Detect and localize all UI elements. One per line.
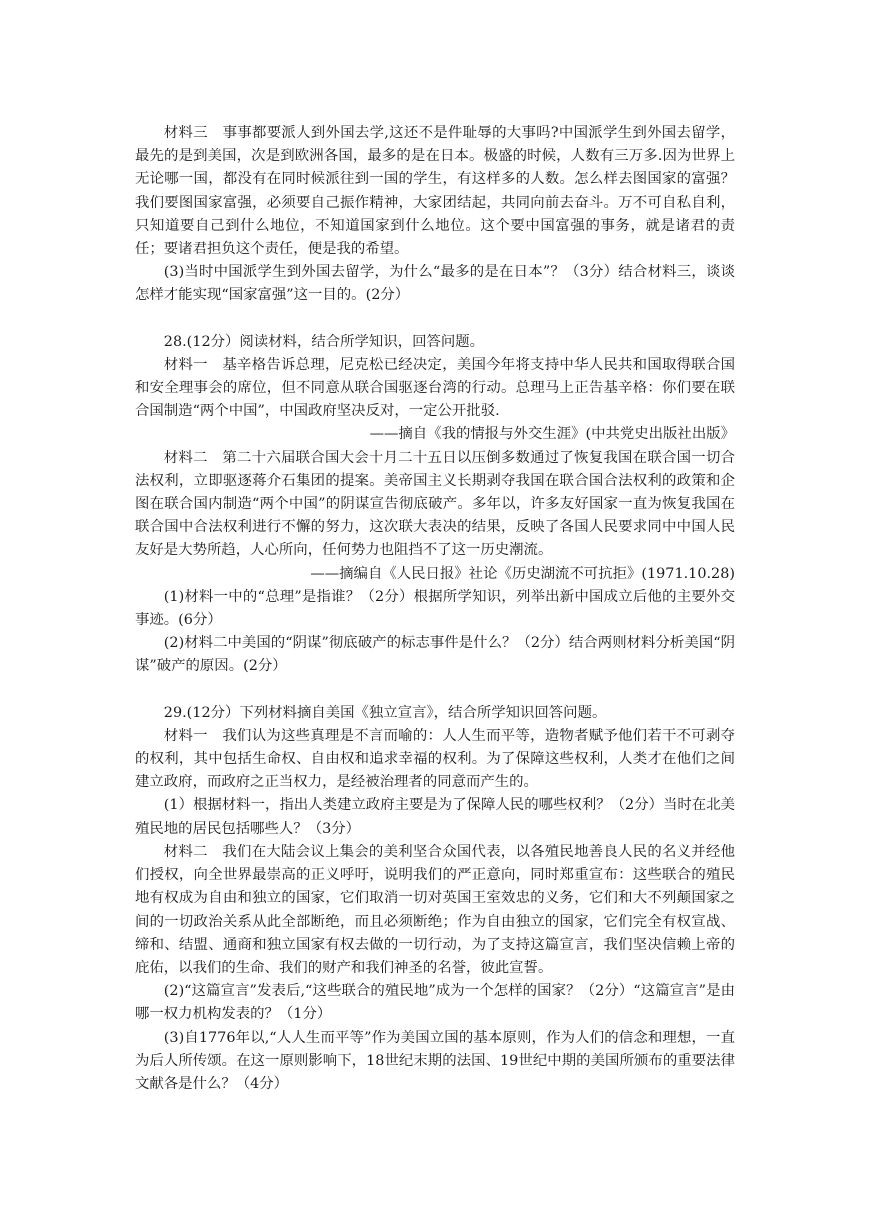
q29-question2: (2)“这篇宣言”发表后,“这些联合的殖民地”成为一个怎样的国家？（2分）“这篇宣言”是由哪一权力机构发表的？（1分） xyxy=(135,983,735,1023)
section-gap xyxy=(135,308,735,331)
exam-page xyxy=(135,122,735,1096)
q28-material1: 材料一 基辛格告诉总理，尼克松已经决定，美国今年将支持中华人民共和国取得联合国和安全理事会的席位，但不同意从联合国驱逐台湾的行动。总理马上正告基辛格：你们要在联合国制造“两个中国”，中国政府坚决反对，一定公开批驳. xyxy=(135,356,735,420)
q29-material1: 材料一 我们认为这些真理是不言而喻的：人人生而平等，造物者赋予他们若干不可剥夺的权利，其中包括生命权、自由权和追求幸福的权利。为了保障这些权利，人类才在他们之间建立政府，而政府之正当权力，是经被治理者的同意而产生的。 xyxy=(135,727,735,791)
q28-material2: 材料二 第二十六届联合国大会十月二十五日以压倒多数通过了恢复我国在联合国一切合法权利，立即驱逐蒋介石集团的提案。美帝国主义长期剥夺我国在联合国合法权利的政策和企图在联合国内制造“两个中国”的阴谋宣告彻底破产。多年以，许多友好国家一直为恢复我国在联合国中合法权利进行不懈的努力，这次联大表决的结果，反映了各国人民要求同中中国人民友好是大势所趋，人心所向，任何势力也阻挡不了这一历史潮流。 xyxy=(135,449,735,559)
q29-material2: 材料二 我们在大陆会议上集会的美利坚合众国代表，以各殖民地善良人民的名义并经他们授权，向全世界最崇高的正义呼吁，说明我们的严正意向，同时郑重宣布：这些联合的殖民地有权成为自由和独立的国家，它们取消一切对英国王室效忠的义务，它们和大不列颠国家之间的一切政治关系从此全部断绝，而且必须断绝；作为自由独立的国家，它们完全有权宣战、缔和、结盟、通商和独立国家有权去做的一切行动，为了支持这篇宣言，我们坚决信赖上帝的庇佑，以我们的生命、我们的财产和我们神圣的名誉，彼此宣誓。 xyxy=(135,843,735,976)
q27-material3: 材料三 事事都要派人到外国去学,这还不是件耻辱的大事吗?中国派学生到外国去留学，最先的是到美国，次是到欧洲各国，最多的是在日本。极盛的时候，人数有三万多.因为世界上无论哪一国，都没有在同时候派往到一国的学生，有这样多的人数。怎么样去图国家的富强？我们要图国家富强，必须要自己振作精神，大家团结起，共同向前去奋斗。万不可自私自利，只知道要自己到什么地位，不知道国家到什么地位。这个要中国富强的事务，就是诸君的责任；要诸君担负这个责任，便是我的希望。 xyxy=(135,125,735,258)
q28-source1: ——摘自《我的情报与外交生涯》(中共党史出版社出版》 xyxy=(369,426,735,443)
section-gap xyxy=(135,679,735,702)
q29-question3: (3)自1776年以,“人人生而平等”作为美国立国的基本原则，作为人们的信念和理想，一直为后人所传颂。在这一原则影响下，18世纪末期的法国、19世纪中期的美国所颁布的重要法律文献各是什么？（4分） xyxy=(135,1029,735,1092)
q28-header: 28.(12分）阅读材料，结合所学知识，回答问题。 xyxy=(163,333,485,350)
q27-question3: (3)当时中国派学生到外国去留学，为什么“最多的是在日本”？（3分）结合材料三，谈谈怎样才能实现“国家富强”这一目的。(2分） xyxy=(135,264,735,304)
q29-question1: (1）根据材料一，指出人类建立政府主要是为了保障人民的哪些权利？（2分）当时在北美殖民地的居民包括哪些人？（3分） xyxy=(135,797,735,837)
q29-header: 29.(12分）下列材料摘自美国《独立宣言》，结合所学知识回答问题。 xyxy=(163,704,607,721)
q28-source2: ——摘编自《人民日报》社论《历史湖流不可抗拒》(1971.10.28) xyxy=(310,565,735,582)
q28-question1: (1)材料一中的“总理”是指谁？（2分）根据所学知识，列举出新中国成立后他的主要外交事迹。(6分） xyxy=(135,588,735,629)
q28-question2: (2)材料二中美国的“阴谋”彻底破产的标志事件是什么？（2分）结合两则材料分析美国“阴谋”破产的原因。(2分） xyxy=(135,635,735,675)
